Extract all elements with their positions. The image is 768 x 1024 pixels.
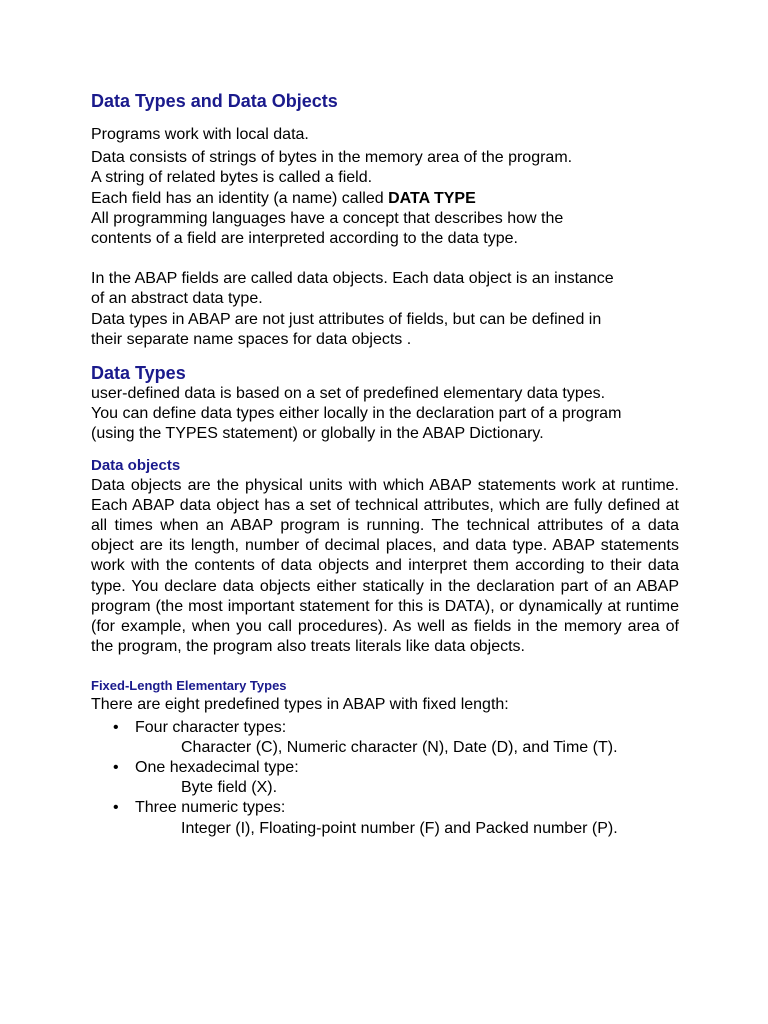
list-item-detail: Character (C), Numeric character (N), Date (D), and Time (T). — [181, 738, 618, 756]
data-types-line: user-defined data is based on a set of predefined elementary data types. — [91, 385, 606, 403]
abap-fields-line: Data types in ABAP are not just attributes of fields, but can be defined in — [91, 310, 602, 328]
data-objects-heading: Data objects — [91, 456, 181, 474]
list-item-detail: Byte field (X). — [181, 779, 278, 797]
list-item-label: One hexadecimal type: — [135, 759, 299, 777]
fixed-length-heading: Fixed-Length Elementary Types — [91, 678, 287, 694]
data-objects-paragraph: Data objects are the physical units with which ABAP statements work at runtime. Each ABAP data object has a set of technical attributes, which are fully defined at all times when an ABAP program is running. The technical attributes of a data object are its length, number of decimal places, and data type. ABAP statements work with the contents of data objects and interpret them according to their data type. You declare data objects either statically in the declaration part of an ABAP program (the most important statement for this is DATA), or dynamically at runtime (for example, when you call procedures). As well as fields in the memory area of the program, the program also treats literals like data objects. — [91, 476, 679, 656]
bullet-icon: • — [113, 759, 119, 777]
spacer — [91, 657, 679, 677]
type-list — [91, 718, 679, 839]
list-item-label: Three numeric types: — [135, 799, 286, 817]
spacer — [91, 350, 679, 362]
data-type-label: DATA TYPE — [388, 189, 476, 207]
intro-line: A string of related bytes is called a field. — [91, 169, 373, 187]
list-item-label: Four character types: — [135, 718, 287, 736]
abap-fields-line: In the ABAP fields are called data objects. Each data object is an instance — [91, 270, 614, 288]
intro-line: contents of a field are interpreted according to the data type. — [91, 230, 518, 248]
intro-line-text: Each field has an identity (a name) called — [91, 189, 389, 207]
list-item — [91, 718, 679, 758]
abap-fields-line: their separate name spaces for data objects . — [91, 330, 412, 348]
spacer — [91, 249, 679, 269]
data-types-line: (using the TYPES statement) or globally in the ABAP Dictionary. — [91, 425, 544, 443]
document-page — [91, 88, 679, 839]
intro-paragraph-1: Programs work with local data. — [91, 126, 309, 143]
intro-line — [91, 189, 679, 209]
abap-fields-line: of an abstract data type. — [91, 290, 263, 308]
data-types-heading: Data Types — [91, 363, 186, 384]
bullet-icon: • — [113, 799, 119, 817]
list-item — [91, 798, 679, 838]
bullet-icon: • — [113, 718, 119, 736]
spacer — [91, 445, 679, 456]
intro-line: All programming languages have a concept that describes how the — [91, 209, 564, 227]
fixed-length-intro: There are eight predefined types in ABAP with fixed length: — [91, 696, 509, 714]
data-types-line: You can define data types either locally in the declaration part of a program — [91, 405, 622, 423]
list-item — [91, 758, 679, 798]
page-title: Data Types and Data Objects — [91, 91, 338, 111]
intro-line: Data consists of strings of bytes in the memory area of the program. — [91, 149, 573, 167]
list-item-detail: Integer (I), Floating-point number (F) and Packed number (P). — [181, 819, 618, 837]
